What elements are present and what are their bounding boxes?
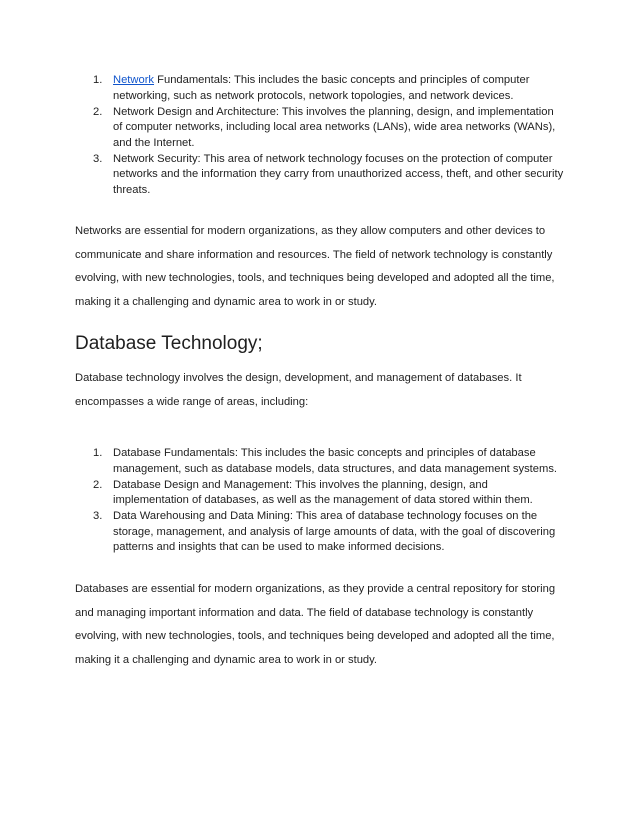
list-number: 2.: [93, 105, 103, 118]
list-number: 3.: [93, 510, 103, 522]
network-paragraph: Networks are essential for modern organizations, as they allow computers and other devices to communicate and share information and resources. The field of network technology is constantly evolving, with new technologies, tools, and techniques being developed and adopted all the time, making it a challenging and dynamic area to work in or study.: [75, 225, 555, 308]
database-paragraph: Databases are essential for modern organizations, as they provide a central repository for storing and managing important information and data. The field of database technology is constantly evolving, with new technologies, tools, and techniques being developed and adopted all the time, making it a challenging and dynamic area to work in or study.: [75, 583, 556, 666]
list-number: 1.: [93, 74, 103, 86]
list-number: 1.: [93, 447, 103, 459]
list-item-text: Data Warehousing and Data Mining: This area of database technology focuses on the storage, management, and analysis of large amounts of data, with the goal of discovering patterns and insights that can be used to make informed decisions.: [113, 510, 556, 553]
section-heading-database: Database Technology;: [75, 333, 263, 354]
list-item: [75, 73, 565, 104]
network-topics-list: [75, 73, 565, 199]
list-item: [75, 509, 565, 556]
list-item-text: Database Fundamentals: This includes the basic concepts and principles of database management, such as database models, data structures, and data management systems.: [113, 447, 558, 475]
list-item-text: Network Design and Architecture: This involves the planning, design, and implementation of computer networks, including local area networks (LANs), wide area networks (WANs), and the Internet.: [113, 105, 556, 149]
list-number: 3.: [93, 152, 103, 165]
list-item-text: Network Security: This area of network technology focuses on the protection of computer networks and the information they carry from unauthorized access, theft, and other security threats.: [113, 152, 564, 196]
list-item: [75, 105, 565, 152]
database-topics-list: [75, 446, 565, 556]
list-number: 2.: [93, 478, 103, 491]
list-item: [75, 446, 565, 477]
list-item: [75, 478, 565, 509]
list-item: [75, 152, 565, 199]
list-item-text: Fundamentals: This includes the basic concepts and principles of computer networking, such as network protocols, network topologies, and network devices.: [113, 74, 530, 102]
list-item-text: Database Design and Management: This involves the planning, design, and implementation of databases, as well as the management of data stored within them.: [113, 478, 533, 506]
database-intro-paragraph: Database technology involves the design, development, and management of databases. It encompasses a wide range of areas, including:: [75, 372, 522, 408]
network-link[interactable]: Network: [113, 74, 155, 86]
